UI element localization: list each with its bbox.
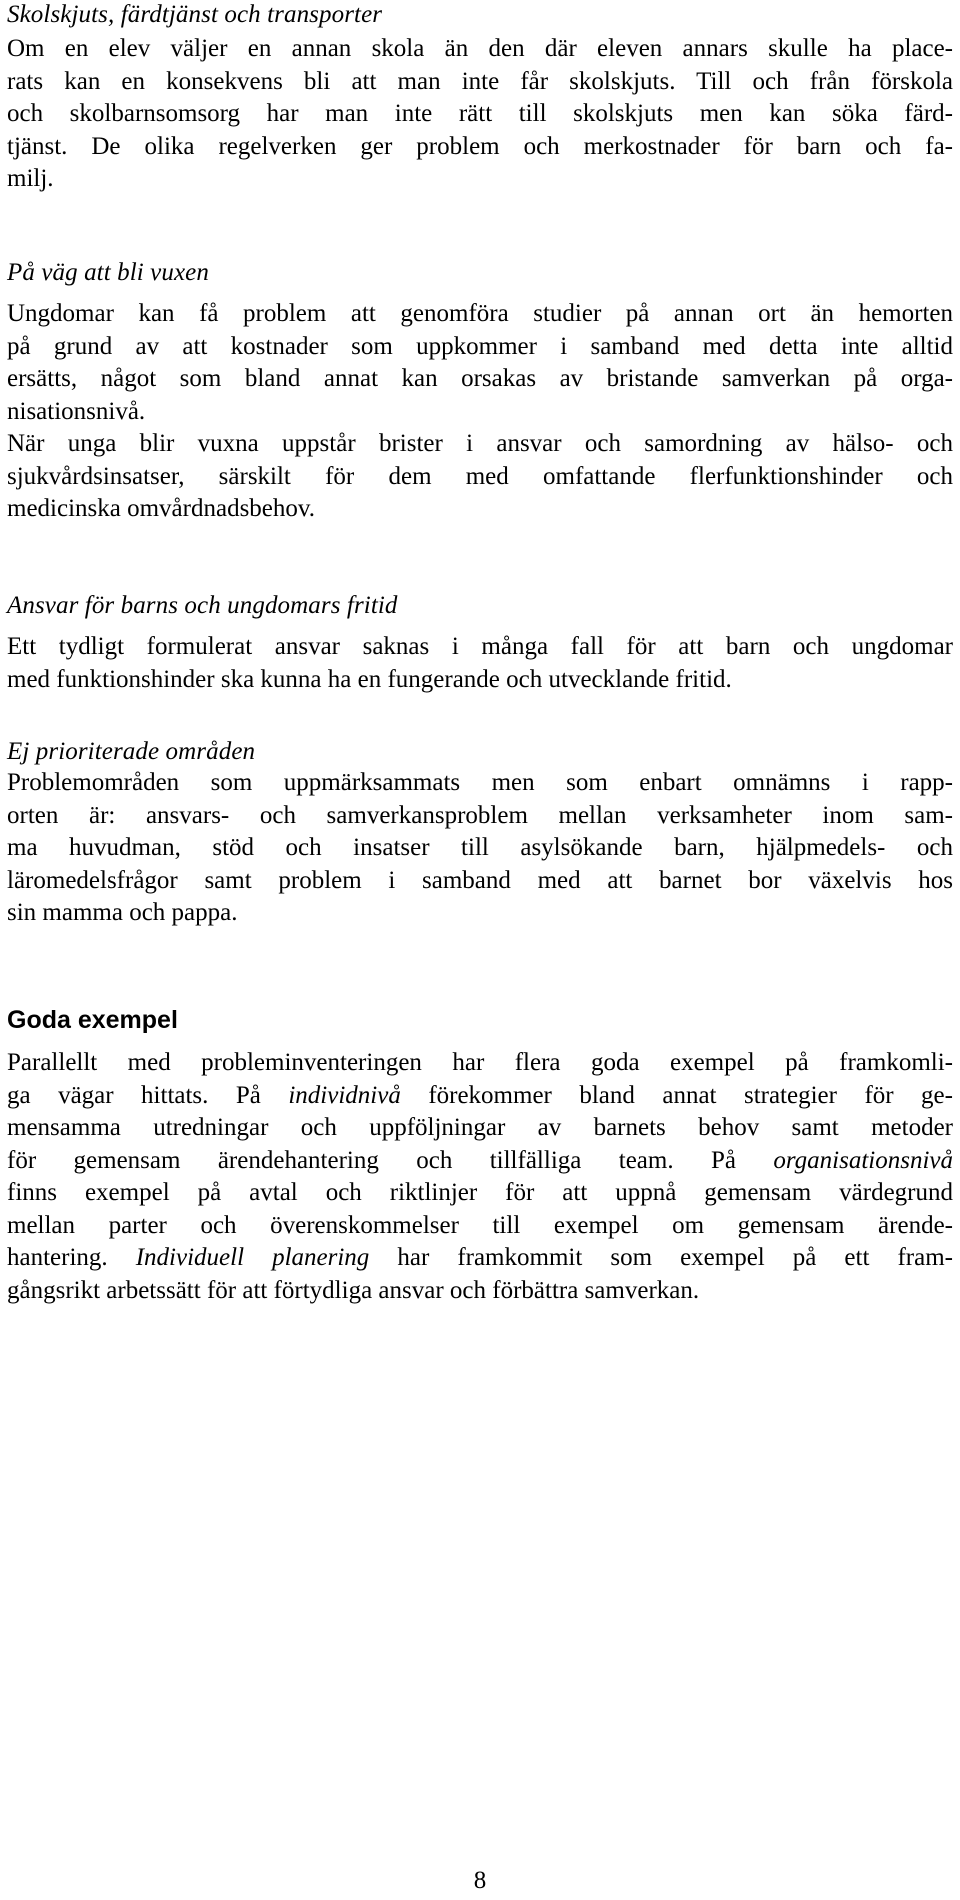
paragraph-examples [7,1047,953,1307]
text-line [7,1080,953,1113]
text-line: Ett tydligt formulerat ansvar saknas i många fall för att barn och ungdomar [7,633,953,660]
text-line: läromedelsfrågor samt problem i samband med att barnet bor växelvis hos [7,866,953,894]
document-page [7,0,953,1900]
text-run: förekommer bland annat strategier för ge- [400,1081,953,1109]
section-heading-nonpriority: Ej prioriterade områden [7,738,256,765]
text-line: Parallellt med probleminventeringen har flera goda exempel på framkomli- [7,1049,953,1076]
text-line: När unga blir vuxna uppstår brister i ansvar och samordning av hälso- och [7,430,953,457]
text-line: med funktionshinder ska kunna ha en fungerande och utvecklande fritid. [7,665,732,693]
text-line [7,1145,953,1178]
text-line: ersätts, något som bland annat kan orsakas av bristande samverkan på orga- [7,365,953,392]
text-run: ga vägar hittats. På [7,1081,289,1109]
paragraph-adult-2 [7,428,953,526]
text-line: medicinska omvårdnadsbehov. [7,495,316,522]
paragraph-transport [7,33,953,196]
emphasis-individual-planning: Individuell planering [135,1244,370,1271]
text-run: hantering. [7,1244,136,1271]
text-line: mensamma utredningar och uppföljningar av barnets behov samt metoder [7,1114,953,1141]
text-line: och skolbarnsomsorg har man inte rätt till skolskjuts men kan söka färd- [7,100,953,127]
section-heading-leisure: Ansvar för barns och ungdomars fritid [7,592,398,619]
text-line [7,1242,953,1275]
text-line: tjänst. De olika regelverken ger problem och merkostnader för barn och fa- [7,132,953,160]
section-heading-transport: Skolskjuts, färdtjänst och transporter [7,1,383,28]
paragraph-nonpriority [7,767,953,930]
emphasis-organisation-level: organisationsnivå [773,1146,953,1174]
section-heading-examples: Goda exempel [7,1006,178,1034]
text-run: har framkommit som exempel på ett fram- [369,1244,953,1271]
section-heading-adult: På väg att bli vuxen [7,259,209,286]
text-line: ma huvudman, stöd och insatser till asylsökande barn, hjälpmedels- och [7,834,953,861]
text-line: rats kan en konsekvens bli att man inte får skolskjuts. Till och från förskola [7,67,953,95]
section-adult [7,258,953,526]
text-line: gångsrikt arbetssätt för att förtydliga ansvar och förbättra samverkan. [7,1276,700,1304]
emphasis-individual-level: individnivå [288,1081,401,1109]
text-line: milj. [7,165,54,192]
text-line: Problemområden som uppmärksammats men som enbart omnämns i rapp- [7,769,953,796]
text-line: sjukvårdsinsatser, särskilt för dem med omfattande flerfunktionshinder och [7,462,953,490]
text-line: nisationsnivå. [7,397,146,425]
text-line: orten är: ansvars- och samverkansproblem mellan verksamheter inom sam- [7,801,953,829]
section-nonpriority [7,737,953,930]
page-number: 8 [473,1867,487,1894]
text-line: sin mamma och pappa. [7,899,238,926]
section-examples [7,1005,953,1307]
text-line: Om en elev väljer en annan skola än den där eleven annars skulle ha place- [7,35,953,62]
text-line: mellan parter och överenskommelser till exempel om gemensam ärende- [7,1211,953,1239]
paragraph-adult-1 [7,298,953,428]
text-line: finns exempel på avtal och riktlinjer för att uppnå gemensam värdegrund [7,1179,953,1206]
text-run: för gemensam ärendehantering och tillfälliga team. På [7,1146,774,1174]
paragraph-leisure [7,631,953,696]
section-transport [7,0,953,196]
text-line: Ungdomar kan få problem att genomföra studier på annan ort än hemorten [7,300,953,327]
text-line: på grund av att kostnader som uppkommer i samband med detta inte alltid [7,332,953,360]
section-leisure [7,591,953,696]
